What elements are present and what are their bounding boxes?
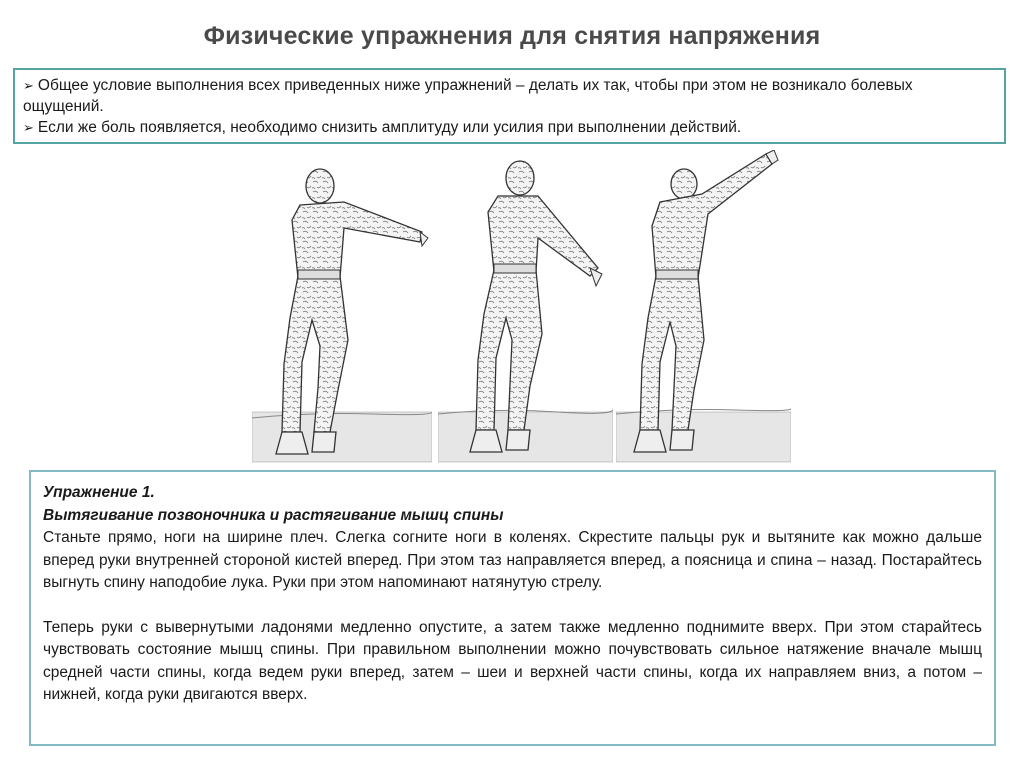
exercise-paragraph-1: Станьте прямо, ноги на ширине плеч. Слегка согните ноги в коленях. Скрестите пальцы рук и вытяните как можно дальше вперед руки внутренней стороной кистей вперед. При этом таз направляется вперед, а поясница и спина – назад. Постарайтесь выгнуть спину наподобие лука. Руки при этом напоминают натянутую стрелу. <box>43 529 982 591</box>
exercise-number: Упражнение 1. <box>43 484 155 501</box>
exercise-name: Вытягивание позвоночника и растягивание мышц спины <box>43 506 504 524</box>
note-text: Если же боль появляется, необходимо снизить амплитуду или усилия при выполнении действий. <box>37 119 742 136</box>
figure-arms-raised <box>616 150 791 465</box>
exercise-card <box>29 470 996 746</box>
exercise-illustrations <box>0 150 1024 465</box>
note-item <box>23 117 996 138</box>
exercise-paragraph-2: Теперь руки с вывернутыми ладонями медленно опустите, а затем также медленно поднимите вверх. При этом старайтесь чувствовать состояние мышц спины. При правильном выполнении можно почувствовать сильное натяжение вначале мышц средней части спины, когда ведем руки вперед, затем – шеи и верхней части спины, когда их направляем вниз, а потом – нижней, когда руки двигаются вверх. <box>43 618 982 703</box>
arrow-bullet-icon: ➢ <box>23 78 34 93</box>
arrow-bullet-icon: ➢ <box>23 120 34 135</box>
page-title: Физические упражнения для снятия напряжения <box>203 22 821 50</box>
general-notes-box <box>13 68 1006 144</box>
figure-arms-forward <box>252 150 432 465</box>
note-text: Общее условие выполнения всех приведенных ниже упражнений – делать их так, чтобы при этом не возникало болевых ощущений. <box>23 77 913 115</box>
figure-arms-lowered <box>438 150 613 465</box>
note-item <box>23 75 996 117</box>
